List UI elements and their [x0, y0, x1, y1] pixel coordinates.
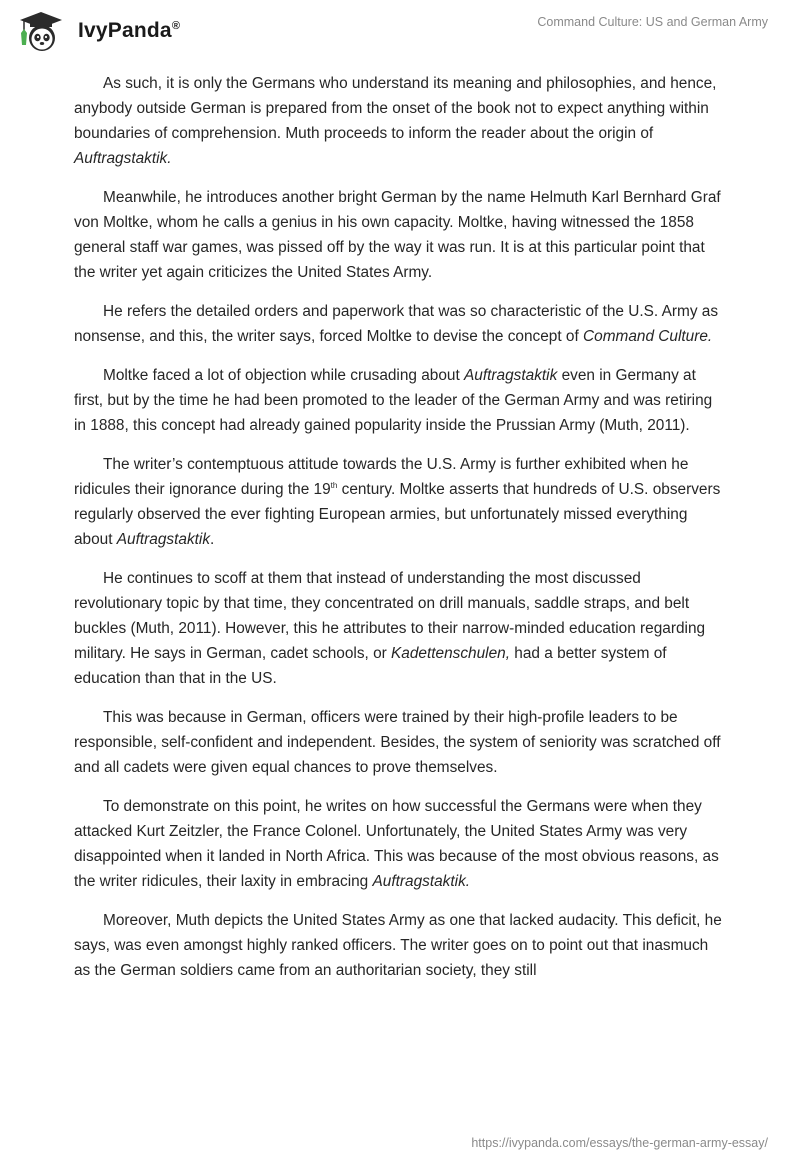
body-paragraph	[74, 908, 726, 983]
panda-graduate-icon	[14, 9, 70, 53]
body-paragraph	[74, 705, 726, 780]
paragraph-text: even in Germany at first, but by the time he had been promoted to the leader of the German Army and was retiring in 1888, this concept had already gained popularity inside the Prussian Army (Muth, 2011).	[74, 367, 713, 434]
body-paragraph	[74, 299, 726, 349]
body-paragraph	[74, 452, 726, 552]
body-paragraph	[74, 566, 726, 691]
paragraph-text: He continues to scoff at them that instead of understanding the most discussed revolutionary topic by that time, they concentrated on drill manuals, saddle straps, and belt buckles (Muth, 2011). However, this he attributes to their narrow-minded education regarding military. He says in German, cadet schools, or	[74, 570, 706, 662]
page-header	[0, 0, 800, 62]
superscript-text: th	[330, 480, 338, 490]
italic-term: Command Culture.	[583, 328, 713, 345]
body-paragraph	[74, 794, 726, 894]
paragraph-text: To demonstrate on this point, he writes on how successful the Germans were when they attacked Kurt Zeitzler, the France Colonel. Unfortunately, the United States Army was very disappointed when it landed in North Africa. This was because of the most obvious reasons, as the writer ridicules, their laxity in embracing	[74, 798, 719, 890]
registered-mark: ®	[171, 20, 181, 32]
source-url[interactable]: https://ivypanda.com/essays/the-german-army-essay/	[471, 1136, 768, 1150]
italic-term: Auftragstaktik.	[74, 150, 172, 167]
ivypanda-logo[interactable]	[14, 9, 180, 53]
italic-term: Auftragstaktik	[116, 531, 211, 548]
paragraph-text: Moltke faced a lot of objection while crusading about	[103, 367, 465, 384]
paragraph-text: As such, it is only the Germans who understand its meaning and philosophies, and hence, anybody outside German is prepared from the onset of the book not to expect anything within boundaries of comprehension. Muth proceeds to inform the reader about the origin of	[74, 75, 717, 142]
paragraph-text: The writer’s contemptuous attitude towards the U.S. Army is further exhibited when he ridicules their ignorance during the 19	[74, 456, 689, 498]
essay-body	[74, 71, 726, 997]
paragraph-text: He refers the detailed orders and paperwork that was so characteristic of the U.S. Army as nonsense, and this, the writer says, forced Moltke to devise the concept of	[74, 303, 719, 345]
paragraph-text: This was because in German, officers were trained by their high-profile leaders to be responsible, self-confident and independent. Besides, the system of seniority was scratched off and all cadets were given equal chances to prove themselves.	[74, 709, 721, 776]
italic-term: Auftragstaktik.	[372, 873, 471, 890]
logo-wordmark: IvyPanda®	[78, 19, 181, 42]
body-paragraph	[74, 185, 726, 285]
body-paragraph	[74, 71, 726, 171]
italic-term: Auftragstaktik	[464, 367, 558, 384]
body-paragraph	[74, 363, 726, 438]
document-title: Command Culture: US and German Army	[537, 15, 768, 29]
paragraph-text: Meanwhile, he introduces another bright German by the name Helmuth Karl Bernhard Graf von Moltke, whom he calls a genius in his own capacity. Moltke, having witnessed the 1858 general staff war games, was pissed off by the way it was run. It is at this particular point that the writer yet again criticizes the United States Army.	[74, 189, 721, 281]
paragraph-text: had a better system of education than that in the US.	[74, 645, 667, 687]
paragraph-text: century. Moltke asserts that hundreds of U.S. observers regularly observed the ever fighting European armies, but unfortunately missed everything about	[74, 481, 721, 548]
paragraph-text: .	[210, 531, 215, 548]
italic-term: Kadettenschulen,	[391, 645, 510, 662]
paragraph-text: Moreover, Muth depicts the United States Army as one that lacked audacity. This deficit, he says, was even amongst highly ranked officers. The writer goes on to point out that inasmuch as the German soldiers came from an authoritarian society, they still	[74, 912, 722, 979]
